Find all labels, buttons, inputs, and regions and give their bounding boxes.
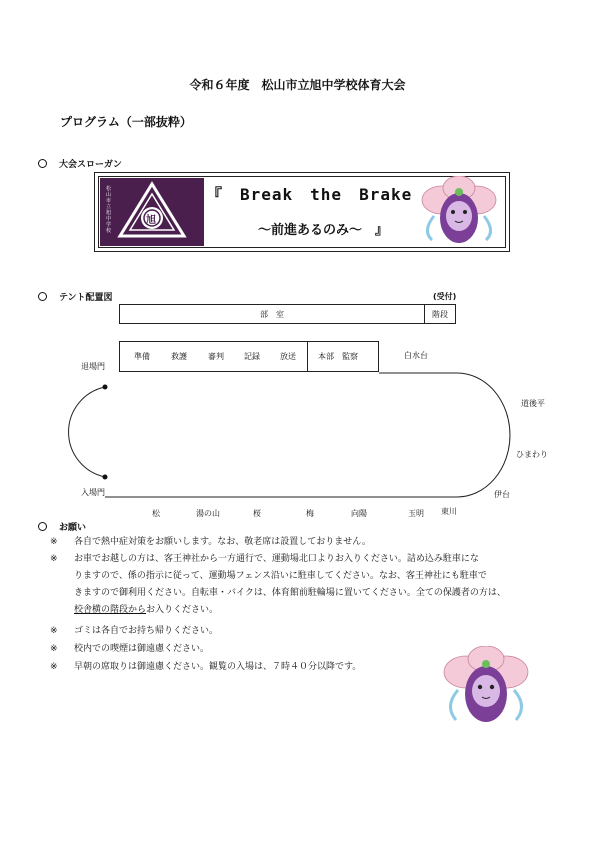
tent-headquarters: 本部 監察 — [318, 352, 358, 361]
emblem-char: 旭 — [146, 215, 156, 226]
team-matsu: 松 — [152, 509, 160, 518]
note-mark: ※ — [50, 554, 58, 564]
team-ume: 梅 — [306, 509, 314, 518]
reception-label: (受付) — [433, 292, 457, 301]
team-shiromizudai: 白水台 — [404, 351, 428, 360]
team-tamaaki: 玉明 — [408, 509, 424, 518]
team-himawari: ひまわり — [516, 450, 548, 459]
team-idai: 伊台 — [494, 490, 510, 499]
page-subtitle: プログラム（一部抜粋） — [60, 115, 192, 129]
emblem-vertical-text: 松山市立旭中学校 — [106, 186, 112, 234]
circle-bullet-icon — [38, 522, 47, 531]
mascot-bottom-icon — [438, 646, 534, 726]
tent-referee: 審判 — [208, 352, 224, 361]
tent-broadcast: 放送 — [280, 352, 296, 361]
tent-prep: 準備 — [134, 352, 150, 361]
page-title: 令和６年度 松山市立旭中学校体育大会 — [189, 78, 406, 92]
slogan-heading: 大会スローガン — [38, 157, 122, 170]
slogan-line-2: ～前進あるのみ～ 』 — [258, 223, 389, 238]
request-item-1: ※ 各自で熱中症対策をお願いします。なお、敬老席は設置しておりません。 — [50, 534, 371, 551]
request-item-3: ※ ゴミは各自でお持ち帰りください。 — [50, 623, 218, 640]
entry-gate-label: 入場門 — [81, 488, 105, 497]
team-yunoyama: 湯の山 — [196, 509, 220, 518]
note-mark: ※ — [50, 662, 58, 672]
exit-gate-label: 退場門 — [81, 362, 105, 371]
slogan-line-1: 『 Break the Brake — [206, 185, 413, 204]
note-mark: ※ — [50, 537, 58, 547]
team-sakura: 桜 — [253, 509, 261, 518]
tent-heading: テント配置図 — [38, 290, 113, 303]
requests-heading: お願い — [38, 520, 86, 533]
team-dogohira: 道後平 — [521, 399, 545, 408]
team-koyo: 向陽 — [351, 509, 367, 518]
request-item-2: ※ お車でお越しの方は、客王神社から一方通行で、運動場北口よりお入りください。詰め込み駐車にな りますので、係の指示に従って、運動場フェンス沿いに駐車してください。なお、客王神社にも駐車で きますので御利用ください。自転車・バイクは、体育館前駐輪場に置いてください。全ての保護者の方は、 校舎横の階段からお入りください。 — [50, 551, 506, 619]
club-room-label: 部 室 — [260, 309, 284, 319]
tent-first-aid: 救護 — [171, 352, 187, 361]
note-mark: ※ — [50, 644, 58, 654]
note-mark: ※ — [50, 626, 58, 636]
stairs-label: 階段 — [432, 309, 448, 319]
request-item-4: ※ 校内での喫煙は御遠慮ください。 — [50, 641, 209, 658]
team-higashikawa: 東川 — [441, 507, 457, 516]
stairs-underlined-text: 校舎横の階段から — [74, 605, 147, 615]
tent-record: 記録 — [244, 352, 260, 361]
request-item-5: ※ 早朝の席取りは御遠慮ください。観覧の入場は、７時４０分以降です。 — [50, 659, 361, 676]
